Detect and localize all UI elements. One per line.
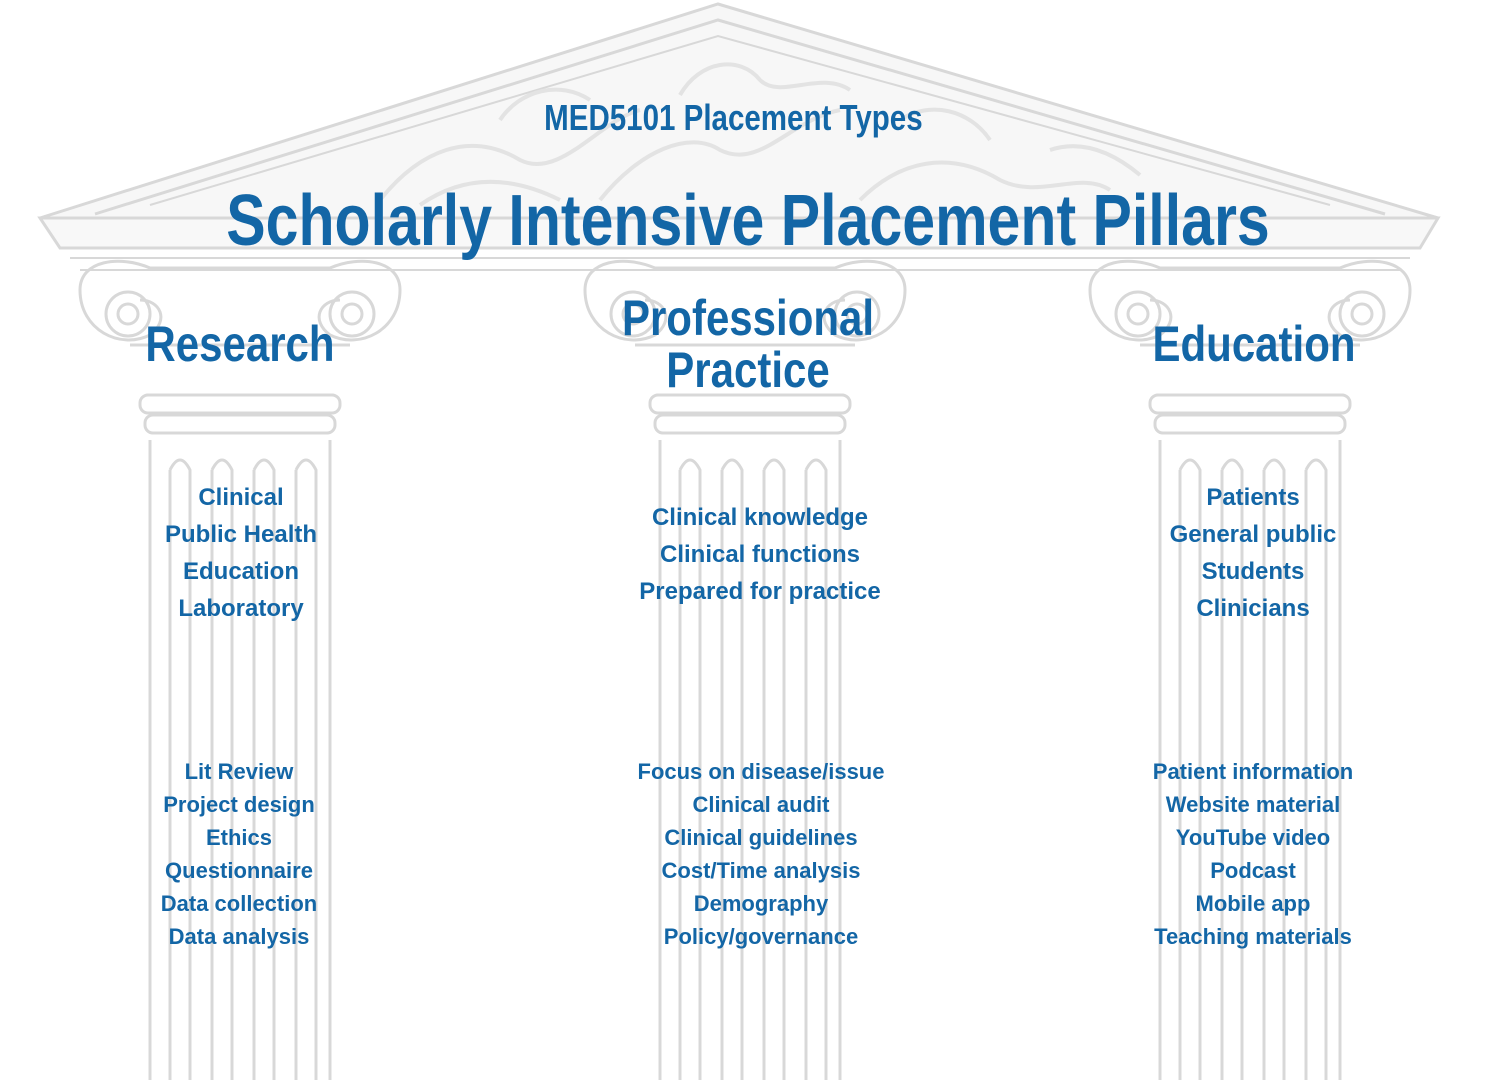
pillar-heading-research-text: Research bbox=[145, 316, 335, 372]
pillar-heading-professional-line1: Professional bbox=[621, 290, 875, 346]
list-item: Clinical guidelines bbox=[664, 825, 858, 850]
list-item: Questionnaire bbox=[165, 858, 313, 883]
list-item: Clinical audit bbox=[692, 792, 830, 817]
list-item: Focus on disease/issue bbox=[637, 759, 885, 784]
professional-practice-activities-list bbox=[561, 755, 961, 953]
column-research bbox=[80, 261, 400, 1080]
list-item: Website material bbox=[1165, 792, 1341, 817]
research-activities-list bbox=[39, 755, 439, 953]
list-item: Cost/Time analysis bbox=[661, 858, 861, 883]
list-item: Clinical knowledge bbox=[651, 504, 869, 531]
list-item: Data collection bbox=[160, 891, 318, 916]
list-item: Prepared for practice bbox=[639, 578, 881, 605]
list-item: Patients bbox=[1206, 484, 1300, 511]
list-item: Policy/governance bbox=[663, 924, 859, 949]
column-education bbox=[1090, 261, 1410, 1080]
list-item: Data analysis bbox=[168, 924, 310, 949]
education-activities-list bbox=[1053, 755, 1453, 953]
list-item: Demography bbox=[693, 891, 829, 916]
pillar-heading-research bbox=[72, 318, 408, 370]
subtitle: MED5101 Placement Types bbox=[544, 97, 923, 138]
education-types-list bbox=[1053, 479, 1453, 627]
list-item: Lit Review bbox=[184, 759, 294, 784]
list-item: Mobile app bbox=[1195, 891, 1311, 916]
list-item: Patient information bbox=[1152, 759, 1354, 784]
list-item: YouTube video bbox=[1175, 825, 1331, 850]
list-item: Education bbox=[182, 558, 299, 585]
list-item: Project design bbox=[163, 792, 315, 817]
pillar-heading-education-text: Education bbox=[1152, 316, 1356, 372]
list-item: Laboratory bbox=[178, 595, 304, 622]
research-types-list bbox=[41, 479, 441, 627]
list-item: Ethics bbox=[205, 825, 273, 850]
pillar-heading-professional-line2: Practice bbox=[666, 342, 830, 398]
pillar-heading-professional-practice bbox=[580, 292, 916, 396]
list-item: Public Health bbox=[164, 521, 318, 548]
list-item: General public bbox=[1169, 521, 1337, 548]
list-item: Students bbox=[1201, 558, 1305, 585]
list-item: Clinicians bbox=[1196, 595, 1310, 622]
pillar-heading-education bbox=[1086, 318, 1422, 370]
list-item: Teaching materials bbox=[1154, 924, 1352, 949]
list-item: Clinical bbox=[198, 484, 284, 511]
page-title: Scholarly Intensive Placement Pillars bbox=[226, 181, 1270, 261]
list-item: Clinical functions bbox=[659, 541, 860, 568]
list-item: Podcast bbox=[1210, 858, 1296, 883]
professional-practice-types-list bbox=[560, 499, 960, 610]
